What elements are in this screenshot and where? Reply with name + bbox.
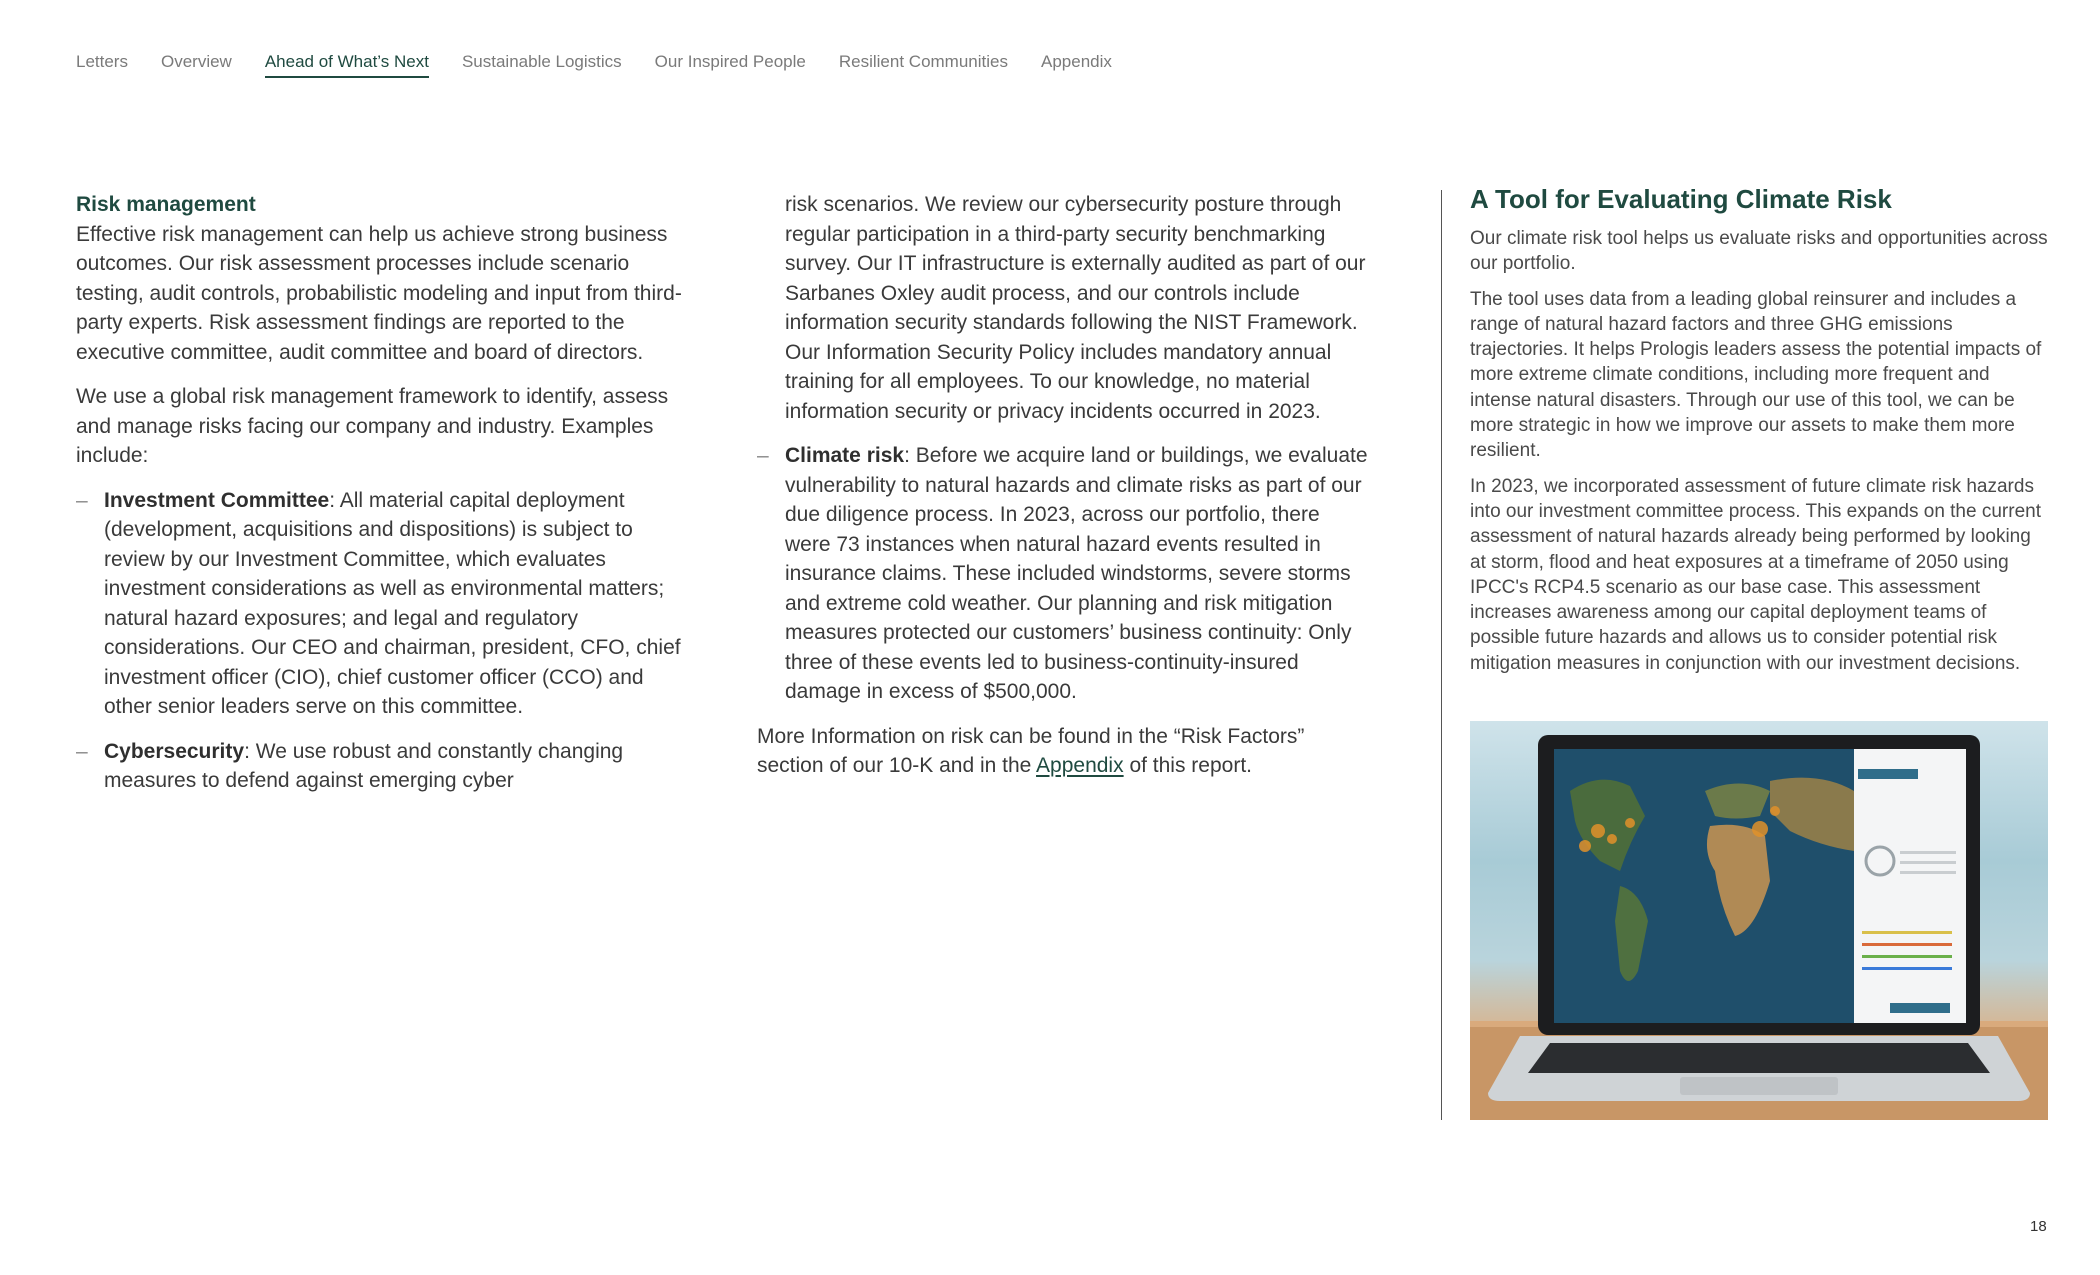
panel-bar	[1862, 967, 1952, 970]
risk-examples-list	[76, 486, 688, 796]
list-item	[757, 441, 1369, 707]
more-information-paragraph	[757, 722, 1369, 781]
bullet-title: Cybersecurity	[104, 739, 245, 763]
map-europe	[1705, 784, 1770, 819]
panel-line	[1900, 861, 1956, 864]
framework-paragraph: We use a global risk management framework to identify, assess and manage risks facing our company and industry. Examples include:	[76, 385, 669, 467]
sidebar-divider	[1441, 190, 1442, 1120]
nav-ahead-of-whats-next[interactable]: Ahead of What’s Next	[265, 52, 429, 78]
cybersecurity-continuation: risk scenarios. We review our cybersecurity posture through regular participation in a third-party security benchmarking survey. Our IT infrastructure is externally audited as part of our Sarbanes Oxley audit process, and our controls include information security standards following the NIST Framework. Our Information Security Policy includes mandatory annual training for all employees. To our knowledge, no material information security or privacy incidents occurred in 2023.	[785, 193, 1366, 423]
more-info-text: More Information on risk can be found in the “Risk Factors” section of our 10-K and in the	[757, 724, 1305, 777]
climate-risk-sidebar	[1470, 182, 2048, 686]
bullet-text: : Before we acquire land or buildings, we evaluate vulnerability to natural hazards and climate risks as part of our due diligence process. In 2023, across our portfolio, there were 73 instances when natural hazard events resulted in insurance claims. These included windstorms, severe storms and extreme cold weather. Our planning and risk mitigation measures protected our customers’ business continuity: Only three of these events led to business-continuity-insured damage in excess of $500,000.	[785, 444, 1368, 703]
risk-management-paragraph: Effective risk management can help us achieve strong business outcomes. Our risk assessment processes include scenario testing, audit controls, probabilistic modeling and input from third-party experts. Risk assessment findings are reported to the executive committee, audit committee and board of directors.	[76, 222, 682, 364]
hazard-marker	[1752, 821, 1768, 837]
sidebar-paragraph: The tool uses data from a leading global reinsurer and includes a range of natural hazard factors and three GHG emissions trajectories. It helps Prologis leaders assess the potential impacts of more extreme climate conditions, including more frequent and intense natural disasters. Through our use of this tool, we can be more strategic in how we improve our assets to make them more resilient.	[1470, 288, 2042, 462]
laptop-illustration	[1470, 721, 2048, 1120]
dash-bullet: –	[76, 739, 88, 763]
panel-line	[1900, 871, 1956, 874]
hazard-marker	[1607, 834, 1617, 844]
hazard-marker	[1591, 824, 1605, 838]
page-number: 18	[2030, 1218, 2047, 1235]
dash-bullet: –	[757, 444, 769, 467]
nav-sustainable-logistics[interactable]: Sustainable Logistics	[461, 52, 622, 71]
list-item	[76, 486, 688, 722]
risk-examples-list-continued	[757, 441, 1369, 707]
nav-resilient-communities[interactable]: Resilient Communities	[838, 52, 1008, 71]
bullet-text: : We use robust and constantly changing measures to defend against emerging cyber	[104, 739, 624, 792]
panel-bar	[1862, 931, 1952, 934]
sidebar-paragraph: Our climate risk tool helps us evaluate risks and opportunities across our portfolio.	[1470, 228, 2048, 275]
bullet-title: Climate risk	[785, 444, 905, 467]
appendix-link[interactable]: Appendix	[1036, 754, 1124, 777]
panel-tab	[1858, 769, 1918, 779]
dash-bullet: –	[76, 488, 88, 512]
risk-management-heading: Risk management	[76, 193, 256, 216]
column-one	[76, 190, 688, 811]
list-item	[76, 737, 688, 796]
more-info-text-end: of this report.	[1123, 754, 1252, 777]
hazard-marker	[1579, 840, 1591, 852]
panel-button	[1890, 1003, 1950, 1013]
panel-line	[1900, 851, 1956, 854]
nav-our-inspired-people[interactable]: Our Inspired People	[654, 52, 806, 71]
hazard-marker	[1770, 806, 1780, 816]
panel-bar	[1862, 943, 1952, 946]
nav-letters[interactable]: Letters	[76, 52, 128, 71]
screen-side-panel	[1854, 749, 1966, 1023]
sidebar-paragraph: In 2023, we incorporated assessment of future climate risk hazards into our investment committee process. This expands on the current assessment of natural hazards already being performed by looking at storm, flood and heat exposures at a timeframe of 2050 using IPCC's RCP4.5 scenario as our base case. This assessment increases awareness among our capital deployment teams of possible future hazards and allows us to consider potential risk mitigation measures in conjunction with our investment decisions.	[1470, 475, 2041, 674]
sidebar-title: A Tool for Evaluating Climate Risk	[1470, 184, 1892, 214]
panel-bar	[1862, 955, 1952, 958]
column-two	[757, 190, 1369, 796]
hazard-marker	[1625, 818, 1635, 828]
laptop-keyboard	[1528, 1043, 1990, 1073]
laptop-trackpad	[1680, 1077, 1838, 1095]
bullet-text: : All material capital deployment (development, acquisitions and dispositions) is subject to review by our Investment Committee, which evaluates investment considerations as well as environmental matters; natural hazard exposures; and legal and regulatory considerations. Our CEO and chairman, president, CFO, chief investment officer (CIO), chief customer officer (CCO) and other senior leaders serve on this committee.	[104, 488, 681, 718]
nav-appendix[interactable]: Appendix	[1041, 52, 1112, 71]
climate-tool-laptop-image	[1470, 721, 2048, 1120]
bullet-title: Investment Committee	[104, 488, 330, 512]
top-navigation	[76, 52, 1112, 78]
nav-overview[interactable]: Overview	[160, 52, 232, 71]
